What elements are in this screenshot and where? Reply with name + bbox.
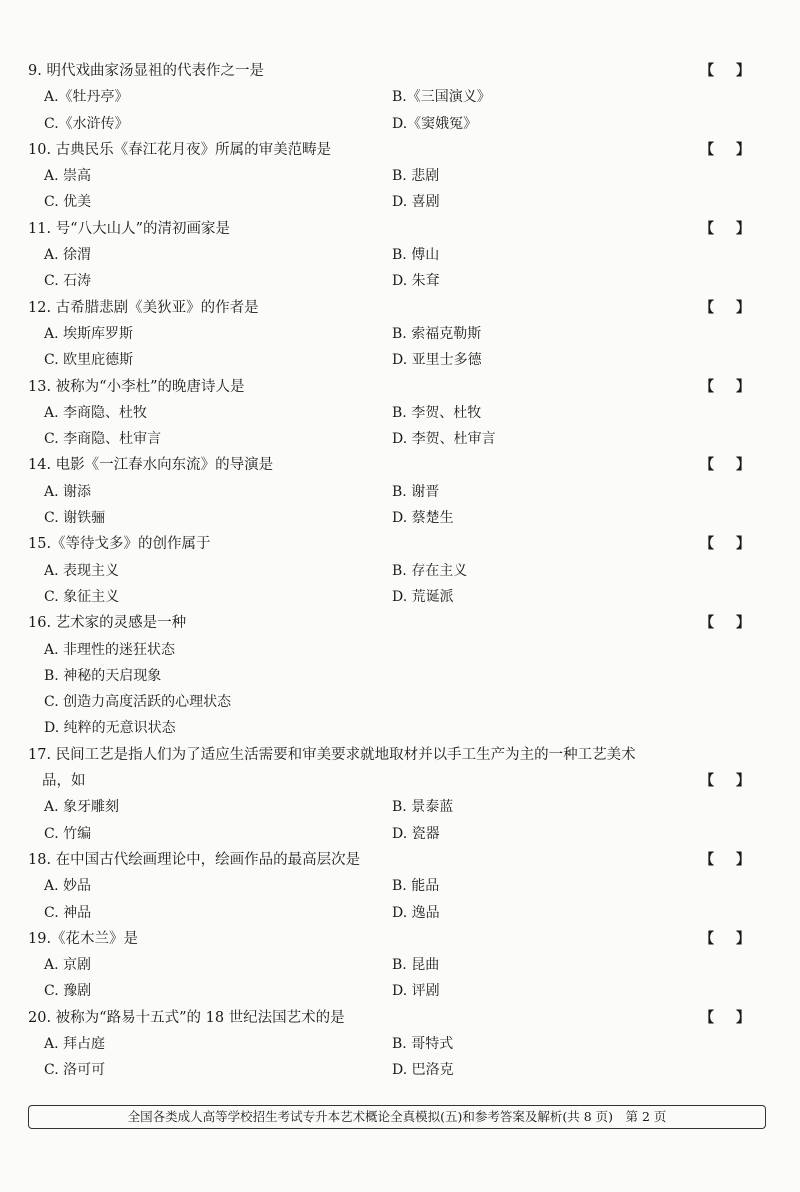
option-a[interactable]: A. 妙品 [44,878,92,895]
answer-bracket[interactable]: 【 】 [700,930,750,947]
question-13-stem: 13. 被称为“小李杜”的晚唐诗人是 【 】 [28,374,778,400]
answer-bracket[interactable]: 【 】 [700,457,750,474]
option-a[interactable]: A. 崇高 [44,168,92,185]
option-b[interactable]: B. 昆曲 [392,957,440,974]
question-12-options-row-1 [28,321,778,347]
question-18-stem: 18. 在中国古代绘画理论中，绘画作品的最高层次是 【 】 [28,847,778,873]
page-footer: 全国各类成人高等学校招生考试专升本艺术概论全真模拟(五)和参考答案及解析(共 8 页) 第 2 页 [28,1105,766,1129]
question-17-options-row-1 [28,794,778,820]
option-b[interactable]: B.《三国演义》 [392,89,491,106]
option-b[interactable]: B. 谢晋 [392,483,440,500]
question-13-options-row-2 [28,426,778,452]
question-10-options-row-1 [28,163,778,189]
option-c[interactable]: C. 神品 [44,904,92,921]
question-14-stem: 14. 电影《一江春水向东流》的导演是 【 】 [28,452,778,478]
question-16-stem: 16. 艺术家的灵感是一种 【 】 [28,610,778,636]
question-19-stem: 19.《花木兰》是 【 】 [28,926,778,952]
option-c[interactable]: C. 欧里庇德斯 [44,352,134,369]
answer-bracket[interactable]: 【 】 [700,141,750,158]
option-d[interactable]: D. 纯粹的无意识状态 [44,720,176,737]
question-20-stem: 20. 被称为“路易十五式”的 18 世纪法国艺术的是 【 】 [28,1005,778,1031]
option-a[interactable]: A. 徐渭 [44,247,92,264]
answer-bracket[interactable]: 【 】 [700,378,750,395]
question-9-stem: 9. 明代戏曲家汤显祖的代表作之一是 【 】 [28,58,778,84]
question-9-options-row-1 [28,84,778,110]
option-a[interactable]: A. 非理性的迷狂状态 [44,641,176,658]
option-d[interactable]: D. 李贺、杜审言 [392,431,496,448]
option-a[interactable]: A. 拜占庭 [44,1035,106,1052]
option-a[interactable]: A. 表现主义 [44,562,120,579]
option-a[interactable]: A.《牡丹亭》 [44,89,129,106]
option-d[interactable]: D. 瓷器 [392,825,440,842]
question-14-options-row-2 [28,505,778,531]
option-b[interactable]: B. 李贺、杜牧 [392,404,482,421]
question-17-stem-line-1: 17. 民间工艺是指人们为了适应生活需要和审美要求就地取材并以手工生产为主的一种工艺美术 [28,746,636,763]
option-b[interactable]: B. 景泰蓝 [392,799,454,816]
question-15-options-row-2 [28,584,778,610]
option-d[interactable]: D. 朱耷 [392,273,440,290]
option-a[interactable]: A. 埃斯库罗斯 [44,325,134,342]
option-d[interactable]: D. 亚里士多德 [392,352,482,369]
question-10-stem: 10. 古典民乐《春江花月夜》所属的审美范畴是 【 】 [28,137,778,163]
option-c[interactable]: C.《水浒传》 [44,115,129,132]
answer-bracket[interactable]: 【 】 [700,615,750,632]
option-b[interactable]: B. 傅山 [392,247,440,264]
option-d[interactable]: D. 评剧 [392,983,440,1000]
option-c[interactable]: C. 李商隐、杜审言 [44,431,162,448]
option-c[interactable]: C. 象征主义 [44,588,120,605]
option-a[interactable]: A. 象牙雕刻 [44,799,120,816]
question-11-options-row-2 [28,268,778,294]
question-19-options-row-2 [28,978,778,1004]
option-b[interactable]: B. 存在主义 [392,562,468,579]
answer-bracket[interactable]: 【 】 [700,299,750,316]
option-a[interactable]: A. 李商隐、杜牧 [44,404,148,421]
question-19-options-row-1 [28,952,778,978]
answer-bracket[interactable]: 【 】 [700,773,750,790]
question-13-options-row-1 [28,400,778,426]
option-b[interactable]: B. 神秘的天启现象 [44,667,162,684]
option-b[interactable]: B. 悲剧 [392,168,440,185]
question-11-stem: 11. 号“八大山人”的清初画家是 【 】 [28,216,778,242]
question-14-options-row-1 [28,479,778,505]
question-18-options-row-2 [28,900,778,926]
option-c[interactable]: C. 豫剧 [44,983,92,1000]
question-10-options-row-2 [28,189,778,215]
option-b[interactable]: B. 哥特式 [392,1035,454,1052]
answer-bracket[interactable]: 【 】 [700,851,750,868]
question-20-options-row-1 [28,1031,778,1057]
question-17-stem-line-2: 品，如 【 】 [28,768,778,794]
answer-bracket[interactable]: 【 】 [700,220,750,237]
answer-bracket[interactable]: 【 】 [700,536,750,553]
question-list [28,58,778,1084]
option-b[interactable]: B. 能品 [392,878,440,895]
option-d[interactable]: D. 巴洛克 [392,1062,454,1079]
option-d[interactable]: D. 蔡楚生 [392,510,454,527]
question-15-options-row-1 [28,558,778,584]
option-a[interactable]: A. 京剧 [44,957,92,974]
option-c[interactable]: C. 竹编 [44,825,92,842]
question-18-options-row-1 [28,873,778,899]
option-d[interactable]: D.《窦娥冤》 [392,115,478,132]
option-d[interactable]: D. 荒诞派 [392,588,454,605]
option-c[interactable]: C. 谢铁骊 [44,510,106,527]
question-12-stem: 12. 古希腊悲剧《美狄亚》的作者是 【 】 [28,295,778,321]
question-9-options-row-2 [28,111,778,137]
answer-bracket[interactable]: 【 】 [700,63,750,79]
answer-bracket[interactable]: 【 】 [700,1009,750,1026]
option-c[interactable]: C. 石涛 [44,273,92,290]
option-c[interactable]: C. 优美 [44,194,92,211]
option-c[interactable]: C. 洛可可 [44,1062,106,1079]
option-b[interactable]: B. 索福克勒斯 [392,325,482,342]
option-d[interactable]: D. 喜剧 [392,194,440,211]
option-d[interactable]: D. 逸品 [392,904,440,921]
question-15-stem: 15.《等待戈多》的创作属于 【 】 [28,531,778,557]
question-12-options-row-2 [28,347,778,373]
option-a[interactable]: A. 谢添 [44,483,92,500]
question-17-options-row-2 [28,821,778,847]
question-11-options-row-1 [28,242,778,268]
option-c[interactable]: C. 创造力高度活跃的心理状态 [44,694,232,711]
question-20-options-row-2 [28,1057,778,1083]
